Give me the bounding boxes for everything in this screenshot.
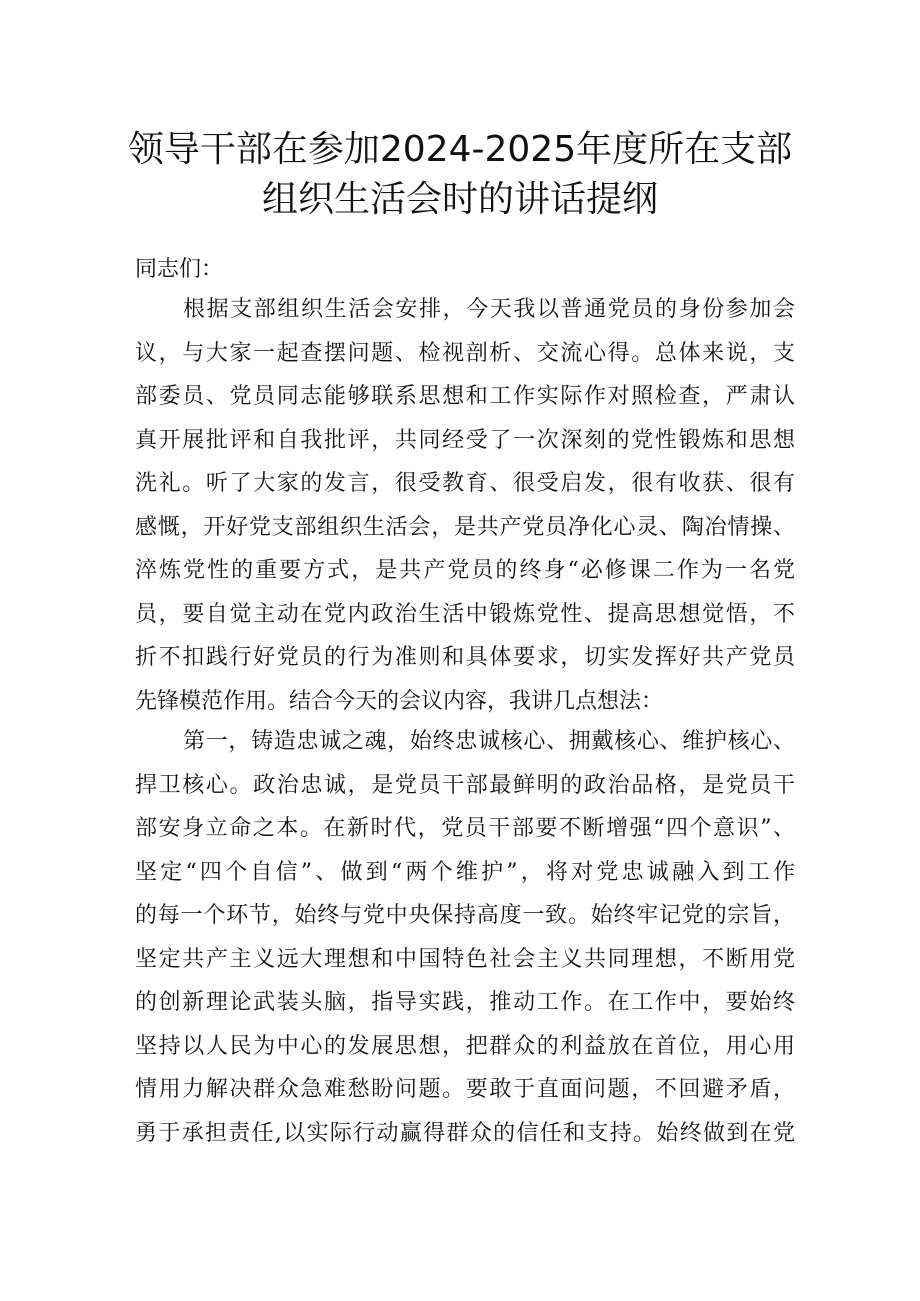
paragraph-line: 洗礼。听了大家的发言，很受教育、很受启发，很有收获、很有 [135, 471, 795, 496]
paragraph-line: 部委员、党员同志能够联系思想和工作实际作对照检查，严肃认 [135, 384, 795, 409]
paragraph-line: 第一，铸造忠诚之魂，始终忠诚核心、拥戴核心、维护核心、 [183, 729, 795, 754]
paragraph-line: 的每一个环节，始终与党中央保持高度一致。始终牢记党的宗旨， [135, 903, 795, 928]
salutation: 同志们： [135, 257, 224, 282]
paragraph-line: 勇于承担责任,以实际行动赢得群众的信任和支持。始终做到在党 [135, 1120, 795, 1146]
paragraph-line: 议，与大家一起查摆问题、检视剖析、交流心得。总体来说，支 [135, 340, 795, 366]
paragraph-line: 感慨，开好党支部组织生活会，是共产党员净化心灵、陶冶情操、 [135, 514, 795, 540]
paragraph-line: 捍卫核心。政治忠诚，是党员干部最鲜明的政治品格，是党员干 [135, 772, 795, 798]
paragraph-2 [135, 720, 795, 1155]
paragraph-line: 淬炼党性的重要方式，是共产党员的终身“必修课二作为一名党 [135, 558, 795, 583]
paragraph-line: 部安身立命之本。在新时代，党员干部要不断增强“四个意识”、 [135, 816, 795, 841]
paragraph-line: 坚定“四个自信”、做到“两个维护”，将对党忠诚融入到工作 [135, 859, 795, 885]
paragraph-line: 员，要自觉主动在党内政治生活中锻炼党性、提高思想觉悟，不 [135, 601, 795, 627]
paragraph-line: 情用力解决群众急难愁盼问题。要敢于直面问题，不回避矛盾， [135, 1077, 795, 1102]
document-title-line-2: 组织生活会时的讲话提纲 [261, 179, 658, 220]
paragraph-line: 先锋模范作用。结合今天的会议内容，我讲几点想法： [135, 688, 664, 714]
paragraph-line: 真开展批评和自我批评，共同经受了一次深刻的党性锻炼和思想 [135, 427, 795, 453]
paragraph-line: 根据支部组织生活会安排，今天我以普通党员的身份参加会 [183, 297, 795, 322]
paragraph-line: 坚持以人民为中心的发展思想，把群众的利益放在首位，用心用 [135, 1033, 795, 1059]
paragraph-line: 折不扣践行好党员的行为准则和具体要求，切实发挥好共产党员 [135, 645, 795, 670]
paragraph-line: 的创新理论武装头脑，指导实践，推动工作。在工作中，要始终 [135, 990, 795, 1015]
paragraph-1 [135, 288, 795, 723]
paragraph-line: 坚定共产主义远大理想和中国特色社会主义共同理想，不断用党 [135, 946, 795, 972]
document-title-line-1: 领导干部在参加2024-2025年度所在支部 [127, 129, 793, 170]
